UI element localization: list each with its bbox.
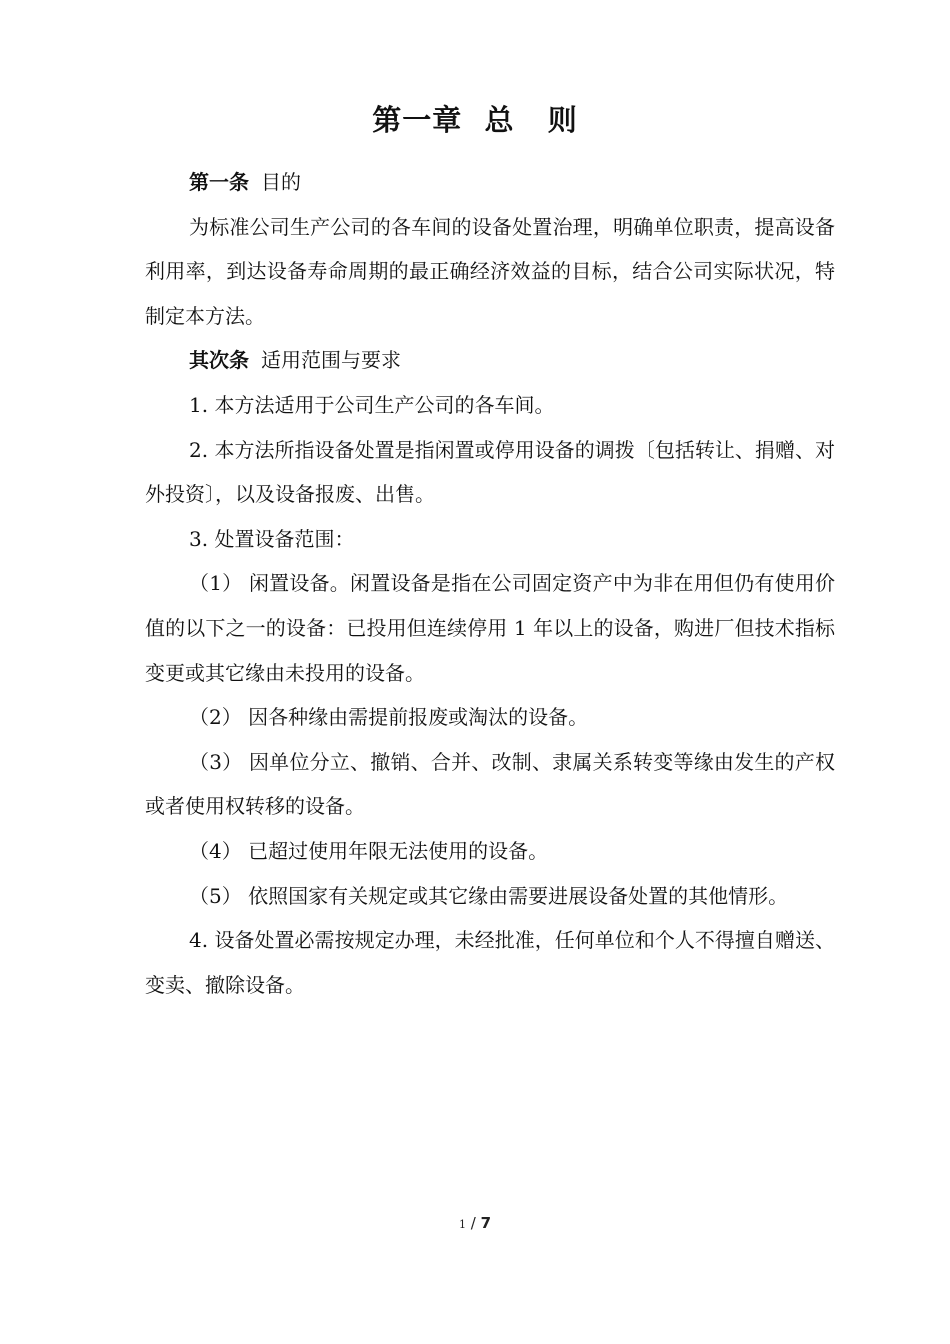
article2-title: 适用范围与要求 [261, 348, 401, 373]
page-separator: / [470, 1214, 476, 1232]
article2-item-2: 2. 本方法所指设备处置是指闲置或停用设备的调拨〔包括转让、捐赠、对外投资〕，以及设备报废、出售。 [145, 437, 835, 507]
article2-subitem-4: （4） 已超过使用年限无法使用的设备。 [189, 838, 549, 863]
article2-subitem-5: （5） 依照国家有关规定或其它缘由需要进展设备处置的其他情形。 [189, 883, 789, 908]
current-page: 1 [458, 1218, 466, 1231]
document-body [145, 160, 835, 1007]
page-number [0, 1214, 950, 1232]
article2-item-3: 3. 处置设备范围： [189, 526, 355, 551]
article1-heading [145, 160, 835, 205]
article1-body: 为标准公司生产公司的各车间的设备处置治理，明确单位职责，提高设备利用率，到达设备寿命周期的最正确经济效益的目标，结合公司实际状况，特制定本方法。 [145, 214, 835, 328]
article2-subitem-3: （3） 因单位分立、撤销、合并、改制、隶属关系转变等缘由发生的产权或者使用权转移的设备。 [145, 749, 835, 819]
chapter-title: 第一章 总 则 [372, 103, 578, 137]
article2-item-1: 1. 本方法适用于公司生产公司的各车间。 [189, 392, 555, 417]
article2-subitem-2: （2） 因各种缘由需提前报废或淘汰的设备。 [189, 705, 589, 730]
article2-label: 其次条 [189, 348, 249, 373]
article2-heading [145, 338, 835, 383]
article1-label: 第一条 [189, 170, 249, 194]
article1-title: 目的 [261, 170, 301, 194]
total-pages: 7 [480, 1214, 492, 1232]
article2-item-4: 4. 设备处置必需按规定办理，未经批准，任何单位和个人不得擅自赠送、变卖、撤除设备。 [145, 928, 835, 997]
article2-subitem-1: （1） 闲置设备。闲置设备是指在公司固定资产中为非在用但仍有使用价值的以下之一的设备：已投用但连续停用 1 年以上的设备，购进厂但技术指标变更或其它缘由未投用的设备。 [145, 571, 835, 685]
